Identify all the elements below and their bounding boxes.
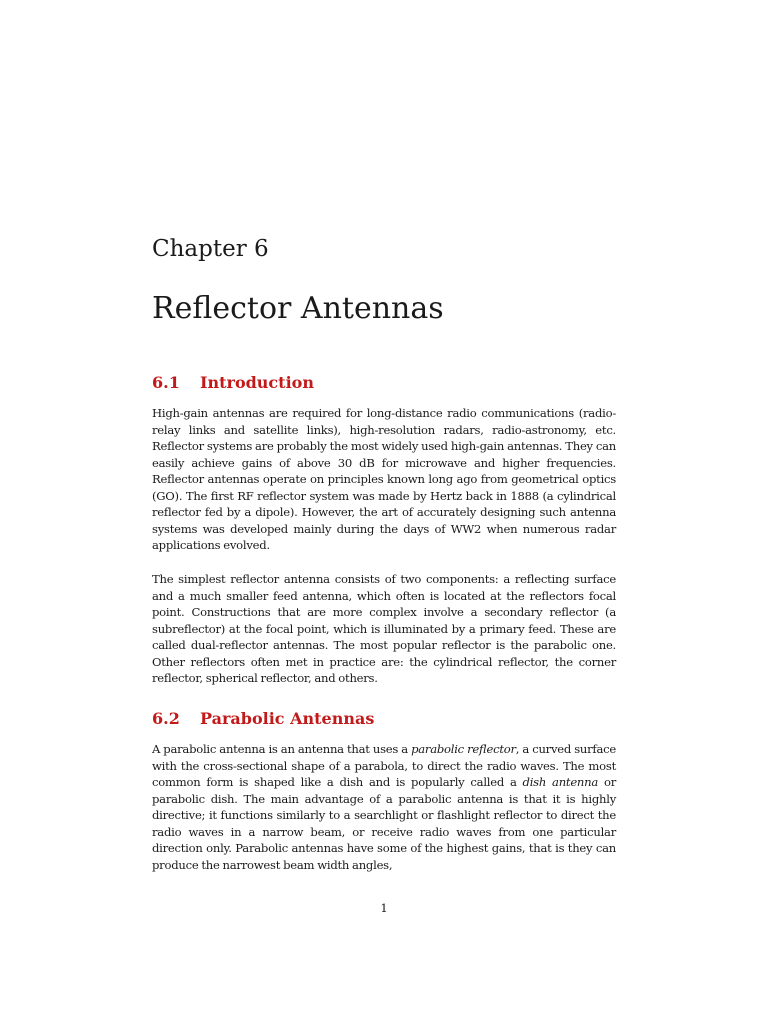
paragraph: [152, 741, 616, 873]
paragraph-text: A parabolic antenna is an antenna that uses a: [152, 742, 412, 756]
paragraph-text: or parabolic dish. The main advantage of a parabolic antenna is that it is highly directive; it functions similarly to a searchlight or flashlight reflector to direct the radio waves in a narrow beam, or receive radio waves from one particular direction only. Parabolic antennas have some of the highest gains, that is they can produce the narrowest beam width angles,: [152, 775, 616, 872]
section-title: Introduction: [200, 373, 314, 392]
section-heading-parabolic-antennas: [152, 709, 374, 729]
page-number: 1: [380, 901, 388, 915]
paragraph-text: , a curved surface with the cross-sectional shape of a parabola, to direct the radio waves. The most common form is shaped like a dish and is popularly called a: [152, 742, 616, 789]
chapter-label: Chapter 6: [152, 236, 269, 262]
chapter-title: Reflector Antennas: [152, 291, 444, 326]
section-number: 6.2: [152, 709, 180, 728]
emphasis-term: dish antenna: [522, 775, 599, 789]
section-heading-introduction: [152, 373, 314, 393]
document-page: [152, 0, 616, 1024]
paragraph: The simplest reflector antenna consists of two components: a reflecting surface and a much smaller feed antenna, which often is located at the reflectors focal point. Constructions that are more complex involve a secondary reflector (a subreflector) at the focal point, which is illuminated by a primary feed. These are called dual-reflector antennas. The most popular reflector is the parabolic one. Other reflectors often met in practice are: the cylindrical reflector, the corner reflector, spherical reflector, and others.: [152, 572, 616, 685]
emphasis-term: parabolic reflector: [411, 742, 516, 756]
section-number: 6.1: [152, 373, 180, 392]
paragraph: High-gain antennas are required for long-distance radio communications (radio-relay links and satellite links), high-resolution radars, radio-astronomy, etc. Reflector systems are probably the most widely used high-gain antennas. They can easily achieve gains of above 30 dB for microwave and higher frequencies. Reflector antennas operate on principles known long ago from geometrical optics (GO). The first RF reflector system was made by Hertz back in 1888 (a cylindrical reflector fed by a dipole). However, the art of accurately designing such antenna systems was developed mainly during the days of WW2 when numerous radar applications evolved.: [152, 406, 616, 552]
section-title: Parabolic Antennas: [200, 709, 375, 728]
